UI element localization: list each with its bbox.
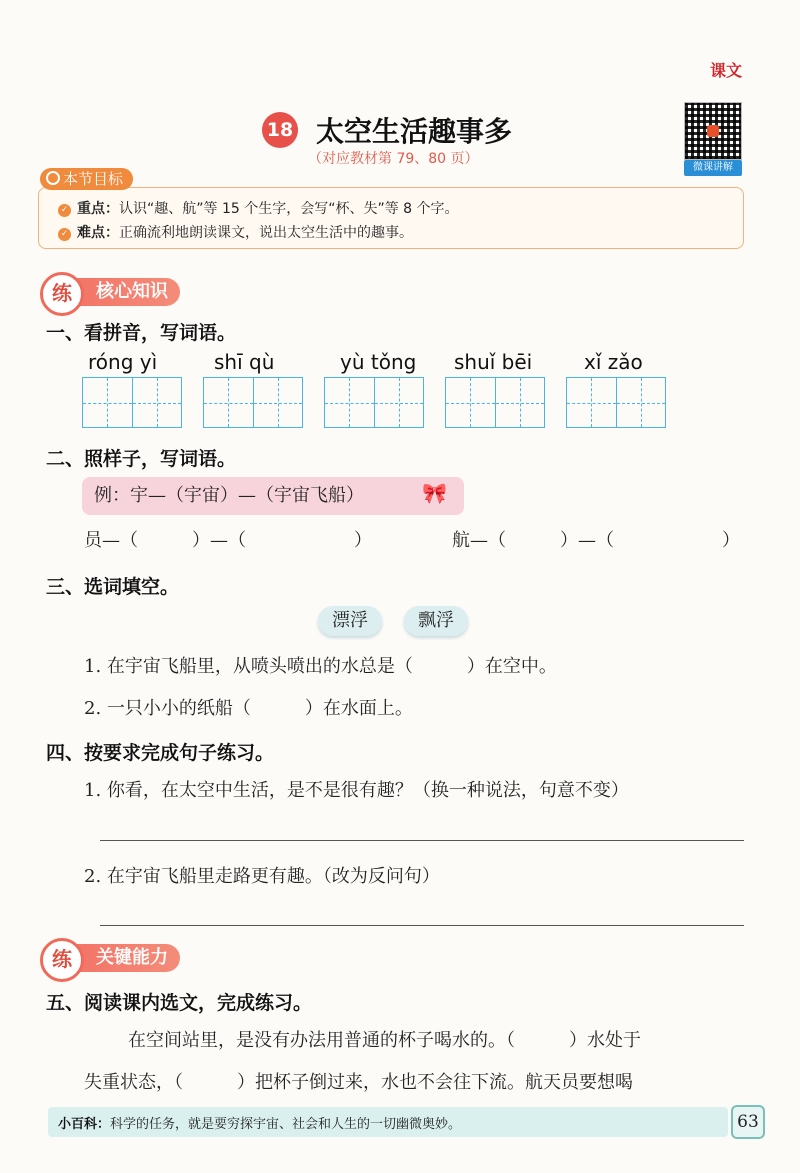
q5-heading: 五、阅读课内选文，完成练习。 [46,992,313,1014]
bow-icon: 🎀 [422,481,447,505]
pinyin-3: yù tǒng [340,350,417,374]
q4-sentence-2: 2. 在宇宙飞船里走路更有趣。（改为反问句） [84,866,440,887]
section-core-title: 核心知识 [50,278,180,306]
pinyin-5: xǐ zǎo [584,350,643,374]
writing-grid-2[interactable] [203,377,303,428]
writing-grid-4[interactable] [445,377,545,428]
check-icon: ✓ [58,204,71,217]
q4-sentence-1: 1. 你看，在太空中生活，是不是很有趣？（换一种说法，句意不变） [84,780,629,801]
section-key-ability-title: 关键能力 [50,944,180,972]
goal-key: ✓ 重点：认识“趣、航”等 15 个生字，会写“杯、失”等 8 个字。 [58,198,459,218]
pinyin-1: róng yì [88,350,158,374]
writing-grid-5[interactable] [566,377,666,428]
writing-grid-3[interactable] [324,377,424,428]
answer-line-1[interactable] [100,840,744,841]
reading-line-1[interactable]: 在空间站里，是没有办法用普通的杯子喝水的。（ ）水处于 [128,1030,641,1051]
word-option-1: 漂浮 [318,606,382,636]
q2-heading: 二、照样子，写词语。 [46,448,237,470]
q3-sentence-2[interactable]: 2. 一只小小的纸船（ ）在水面上。 [84,698,413,719]
corner-label: 课文 [709,61,742,80]
qr-label: 微课讲解 [684,160,742,176]
reading-line-2[interactable]: 失重状态，（ ）把杯子倒过来，水也不会往下流。航天员要想喝 [84,1072,633,1093]
q3-sentence-1[interactable]: 1. 在宇宙飞船里，从喷头喷出的水总是（ ）在空中。 [84,656,557,677]
pinyin-2: shī qù [214,350,275,374]
lesson-number: 18 [262,112,298,148]
q3-heading: 三、选词填空。 [46,576,180,598]
footer-tip: 小百科：科学的任务，就是要穷探宇宙、社会和人生的一切幽微奥妙。 [58,1117,462,1132]
goal-difficulty: ✓ 难点：正确流利地朗读课文，说出太空生活中的趣事。 [58,222,413,242]
practice-badge: 练 [40,938,84,982]
practice-badge: 练 [40,272,84,316]
q2-example: 例：宇—（宇宙）—（宇宙飞船） [82,477,464,515]
q2-item-2[interactable]: 航—（ ）—（ ） [452,530,740,551]
qr-code-icon[interactable] [684,102,742,160]
writing-grid-1[interactable] [82,377,182,428]
word-option-2: 飘浮 [404,606,468,636]
goal-tag: 本节目标 [40,168,133,190]
pinyin-4: shuǐ bēi [454,350,533,374]
lesson-title: 太空生活趣事多 [316,115,513,148]
page-number: 63 [731,1105,765,1139]
lesson-subtitle: （对应教材第 79、80 页） [308,151,479,167]
q4-heading: 四、按要求完成句子练习。 [46,742,275,764]
q2-item-1[interactable]: 员—（ ）—（ ） [84,530,372,551]
check-icon: ✓ [58,228,71,241]
answer-line-2[interactable] [100,925,744,926]
target-icon [46,171,60,185]
q1-heading: 一、看拼音，写词语。 [46,322,237,344]
